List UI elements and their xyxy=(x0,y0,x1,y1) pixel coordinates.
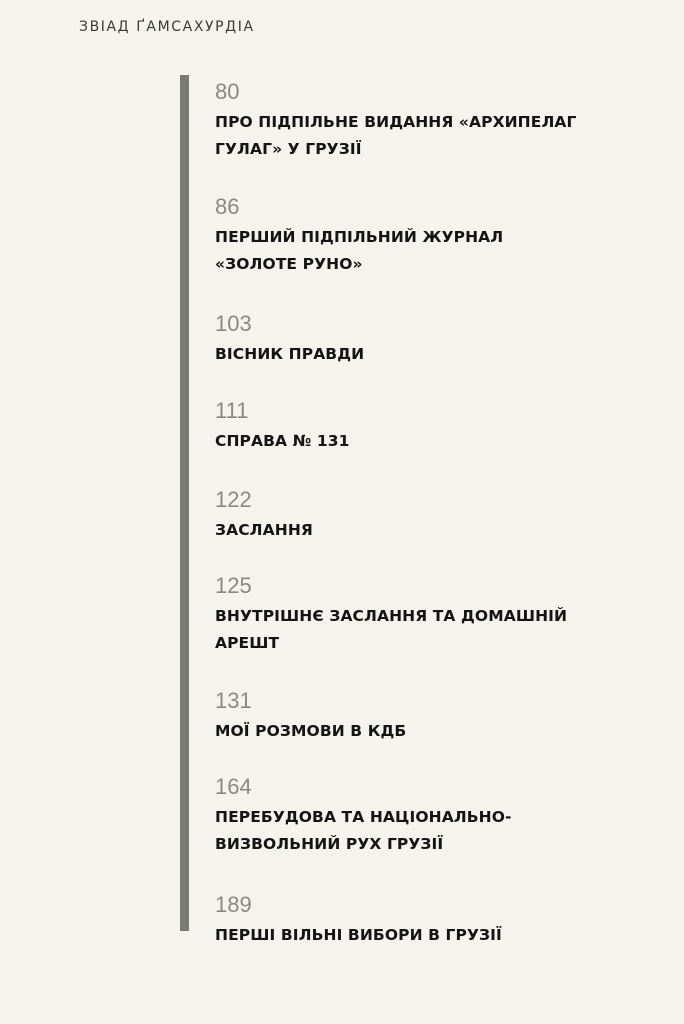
toc-title-line: ВИЗВОЛЬНИЙ РУХ ГРУЗІЇ xyxy=(215,835,444,853)
toc-page-number: 125 xyxy=(215,573,252,598)
toc-title-line: СПРАВА № 131 xyxy=(215,432,350,450)
toc-page-number: 111 xyxy=(215,398,249,423)
toc-page-number: 80 xyxy=(215,79,240,104)
toc-page-number: 189 xyxy=(215,892,252,917)
toc-entry xyxy=(215,893,655,949)
toc-title-line: АРЕШТ xyxy=(215,634,280,652)
toc-entry xyxy=(215,399,655,455)
toc-title-line: ПЕРЕБУДОВА ТА НАЦІОНАЛЬНО- xyxy=(215,808,512,826)
toc-title xyxy=(215,428,655,455)
toc-title xyxy=(215,922,655,949)
toc-title-line: ПЕРШИЙ ПІДПІЛЬНИЙ ЖУРНАЛ xyxy=(215,228,504,246)
toc-entry xyxy=(215,80,655,163)
toc-title-line: ПЕРШІ ВІЛЬНІ ВИБОРИ В ГРУЗІЇ xyxy=(215,926,502,944)
toc-title xyxy=(215,109,655,163)
toc-title xyxy=(215,341,655,368)
toc-page-number: 86 xyxy=(215,194,240,219)
toc-entry xyxy=(215,775,655,858)
toc-title-line: МОЇ РОЗМОВИ В КДБ xyxy=(215,722,407,740)
toc-page-number: 122 xyxy=(215,487,252,512)
toc-entry xyxy=(215,488,655,544)
toc-page-number: 103 xyxy=(215,311,252,336)
toc-title xyxy=(215,517,655,544)
toc-entry xyxy=(215,312,655,368)
toc-title-line: «ЗОЛОТЕ РУНО» xyxy=(215,255,363,273)
toc-title xyxy=(215,804,655,858)
toc-title xyxy=(215,603,655,657)
toc-entry xyxy=(215,574,655,657)
running-head: ЗВІАД ҐАМСАХУРДІА xyxy=(79,19,255,35)
toc-title xyxy=(215,224,655,278)
toc-entry xyxy=(215,195,655,278)
toc-title-line: ГУЛАГ» У ГРУЗІЇ xyxy=(215,140,362,158)
toc-vertical-rule xyxy=(180,75,189,931)
toc-entry xyxy=(215,689,655,745)
toc-title-line: ВНУТРІШНЄ ЗАСЛАННЯ ТА ДОМАШНІЙ xyxy=(215,607,568,625)
toc-title xyxy=(215,718,655,745)
toc-title-line: ЗАСЛАННЯ xyxy=(215,521,313,539)
toc-title-line: ПРО ПІДПІЛЬНЕ ВИДАННЯ «АРХИПЕЛАГ xyxy=(215,113,577,131)
toc-page-number: 131 xyxy=(215,688,252,713)
toc-title-line: ВІСНИК ПРАВДИ xyxy=(215,345,365,363)
toc-page-number: 164 xyxy=(215,774,252,799)
